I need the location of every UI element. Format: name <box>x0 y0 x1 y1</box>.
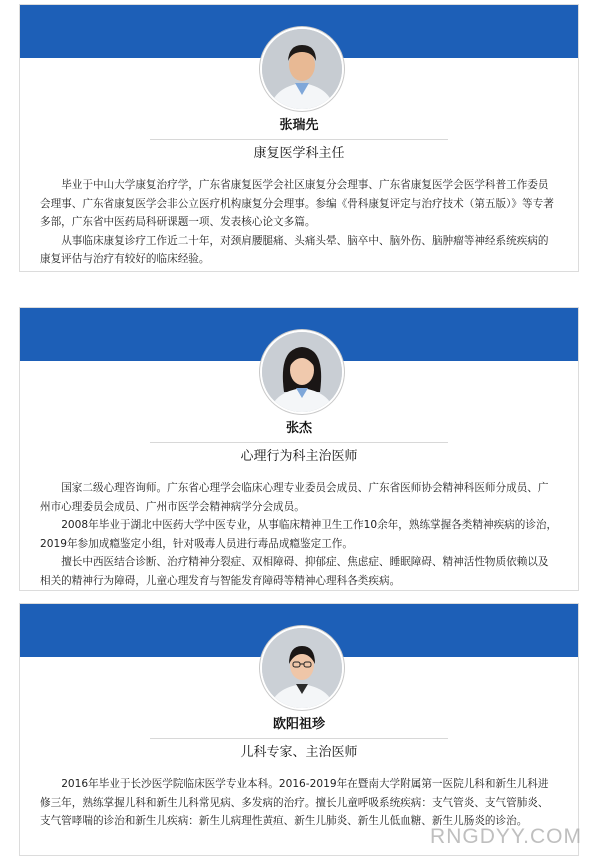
bio-paragraph: 从事临床康复诊疗工作近二十年，对颈肩腰腿痛、头痛头晕、脑卒中、脑外伤、脑肿瘤等神经系统疾病的康复评估与治疗有较好的临床经验。 <box>40 234 549 265</box>
doctor-bio <box>40 176 558 269</box>
doctor-photo <box>260 626 344 710</box>
doctor-bio <box>40 479 558 590</box>
doctor-photo <box>260 27 344 111</box>
doctor-bio <box>40 775 558 831</box>
doctor-card-2 <box>19 307 579 591</box>
bio-paragraph: 2008年毕业于湖北中医药大学中医专业，从事临床精神卫生工作10余年，熟练掌握各类精神疾病的诊治，2019年参加成瘾鉴定小组，针对吸毒人员进行毒品成瘾鉴定工作。 <box>40 519 558 550</box>
doctor-name: 张杰 <box>285 421 312 436</box>
site-watermark: RNGDYY.COM <box>430 825 582 848</box>
divider <box>150 442 448 443</box>
doctor-name: 张瑞先 <box>279 118 319 133</box>
doctor-card-3 <box>19 603 579 856</box>
doctor-title: 儿科专家、主治医师 <box>240 745 358 760</box>
bio-paragraph: 擅长中西医结合诊断、治疗精神分裂症、双相障碍、抑郁症、焦虑症、睡眠障碍、精神活性物质依赖以及相关的精神行为障碍，儿童心理发育与智能发育障碍等精神心理科各类疾病。 <box>40 556 549 587</box>
doctor-title: 心理行为科主治医师 <box>240 449 358 464</box>
doctor-name: 欧阳祖珍 <box>272 717 325 732</box>
bio-paragraph: 国家二级心理咨询师。广东省心理学会临床心理专业委员会成员、广东省医师协会精神科医师分成员、广州市心理委员会成员、广州市医学会精神病学分会成员。 <box>40 482 549 513</box>
doctor-photo <box>260 330 344 414</box>
bio-paragraph: 毕业于中山大学康复治疗学，广东省康复医学会社区康复分会理事、广东省康复医学会医学科普工作委员会理事、广东省康复医学会非公立医疗机构康复分会理事。参编《骨科康复评定与治疗技术（第五版）》等专著多部，广东省中医药局科研课题一项、发表核心论文多篇。 <box>40 179 554 228</box>
divider <box>150 738 448 739</box>
doctor-title: 康复医学科主任 <box>253 146 345 161</box>
divider <box>150 139 448 140</box>
doctor-card-1 <box>19 4 579 272</box>
bio-paragraph: 2016年毕业于长沙医学院临床医学专业本科。2016-2019年在暨南大学附属第一医院儿科和新生儿科进修三年，熟练掌握儿科和新生儿科常见病、多发病的治疗。擅长儿童呼吸系统疾病：支气管炎、支气管肺炎、支气管哮喘的诊治和新生儿疾病：新生儿病理性黄疸、新生儿肺炎、新生儿低血糖、新生儿肠炎的诊治。 <box>40 778 549 827</box>
